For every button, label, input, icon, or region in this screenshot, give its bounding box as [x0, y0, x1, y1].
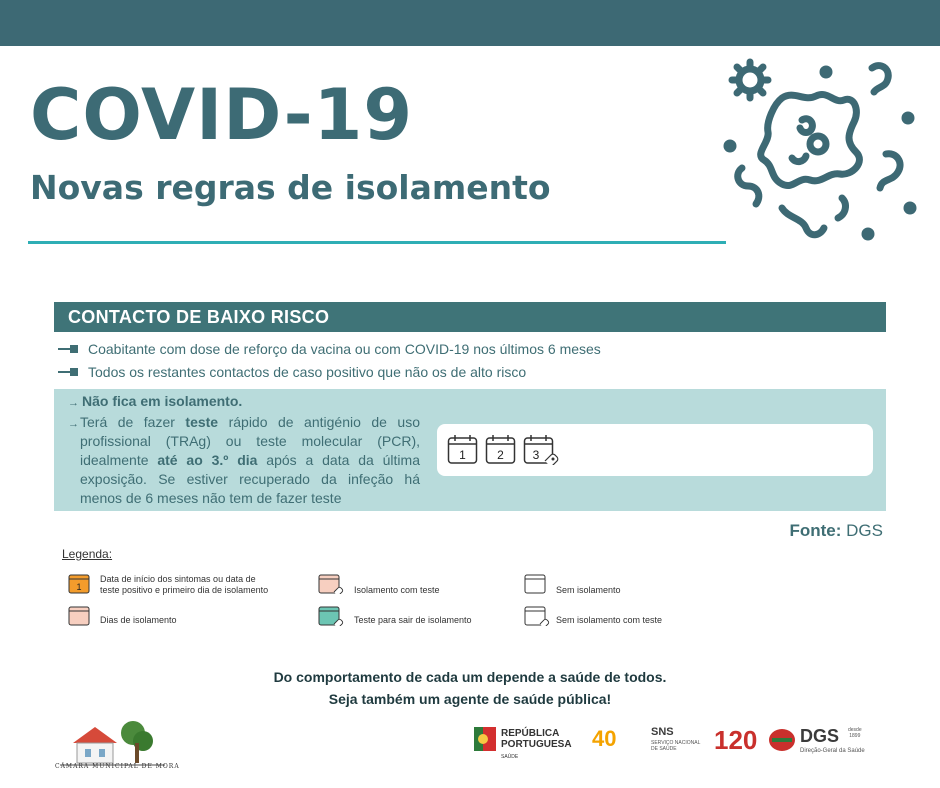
top-banner: [0, 0, 940, 46]
municipality-name: CÂMARA MUNICIPAL DE MORA: [55, 763, 180, 770]
dgs-120-logo: 120: [714, 725, 758, 755]
dgs-logo-text: DGS: [800, 726, 840, 746]
test-text-bold-1: teste: [185, 414, 219, 430]
sns-sub-text: [651, 740, 700, 752]
test-text-bold-2: até ao 3.º dia: [157, 452, 258, 468]
sns-sub-line-1: SERVIÇO NACIONAL: [651, 740, 701, 746]
republica-sub-text: SAÚDE: [501, 754, 519, 760]
sns-sub-line-2: DE SAÚDE: [651, 746, 677, 752]
arrow-right-icon: →: [68, 397, 79, 409]
source-citation: [789, 521, 883, 541]
virus-illustration-icon: [722, 58, 918, 248]
calendar-day-icon: [485, 434, 516, 465]
republica-shield-icon: [474, 727, 496, 751]
calendar-day-number: 2: [497, 448, 504, 462]
slogan-line-2: Seja também um agente de saúde pública!: [328, 691, 612, 707]
sns-logo-text: SNS: [651, 726, 674, 738]
bullet-square-icon: [58, 345, 78, 353]
sns-40-logo: [592, 728, 616, 750]
bullet-square-icon: [58, 368, 78, 376]
no-isolation-line: [68, 392, 242, 413]
arrow-right-icon: →: [68, 418, 79, 430]
calendar-day-test-icon: [523, 434, 563, 465]
dgs-since-line-2: 1899: [849, 733, 861, 739]
test-text-2: rápido de antigénio de uso profissional (TRAg) ou teste molecular (PCR), idealmente: [80, 414, 420, 468]
dgs-emblem-icon: [768, 727, 796, 753]
no-isolation-text: Não fica em isolamento.: [82, 393, 243, 409]
criterion-text: Coabitante com dose de reforço da vacina ou com COVID-19 nos últimos 6 meses: [88, 341, 601, 357]
dgs-since-line-1: desde: [848, 727, 862, 733]
legend-no-isolation-text: Sem isolamento: [556, 585, 621, 595]
test-text-1: Terá de fazer: [80, 414, 186, 430]
section-header: CONTACTO DE BAIXO RISCO: [54, 302, 886, 332]
calendar-day-number: 3: [532, 448, 540, 462]
legend-onset-text: Data de início dos sintomas ou data de teste positivo e primeiro dia de isolamento: [100, 574, 269, 595]
legend-isolation-days-text: Dias de isolamento: [100, 615, 177, 625]
dgs-since-text: [848, 727, 862, 739]
exit-test-icon: [318, 604, 346, 626]
source-label: Fonte:: [789, 521, 842, 540]
republica-line-2: PORTUGUESA: [501, 739, 572, 750]
republica-line-1: REPÚBLICA: [501, 728, 560, 739]
slogan-line-1: Do comportamento de cada um depende a saúde de todos.: [273, 669, 667, 685]
legend-exit-test-text: Teste para sair de isolamento: [354, 615, 472, 625]
no-isolation-with-test-icon: [524, 604, 552, 626]
page-title: COVID-19: [30, 74, 414, 156]
test-text-3: após a data da última exposição. Se estiver recuperado da infeção há menos de 6 meses não tem de fazer teste: [80, 452, 420, 506]
test-instructions: [80, 413, 420, 508]
legend-no-isolation-with-test-text: Sem isolamento com teste: [556, 615, 663, 625]
calendar-day-icon: [447, 434, 478, 465]
onset-day-icon: [68, 572, 90, 594]
republica-portuguesa-text: [501, 728, 572, 750]
legend-isolation-with-test-text: Isolamento com teste: [354, 585, 440, 595]
calendar-day-number: 1: [459, 448, 466, 462]
criterion-text: Todos os restantes contactos de caso positivo que não os de alto risco: [88, 364, 527, 380]
isolation-with-test-icon: [318, 572, 346, 594]
source-value: DGS: [846, 521, 883, 540]
criterion-item: [58, 341, 601, 357]
isolation-day-icon: [68, 604, 90, 626]
onset-day-number: 1: [76, 582, 82, 592]
title-divider: [28, 241, 726, 244]
sns-40-number: 40: [592, 726, 617, 751]
page-subtitle: Novas regras de isolamento: [30, 168, 551, 207]
criterion-item: [58, 364, 526, 380]
no-isolation-icon: [524, 572, 546, 594]
dgs-sub-text: Direção-Geral da Saúde: [800, 748, 865, 754]
legend-title: Legenda:: [62, 547, 113, 561]
